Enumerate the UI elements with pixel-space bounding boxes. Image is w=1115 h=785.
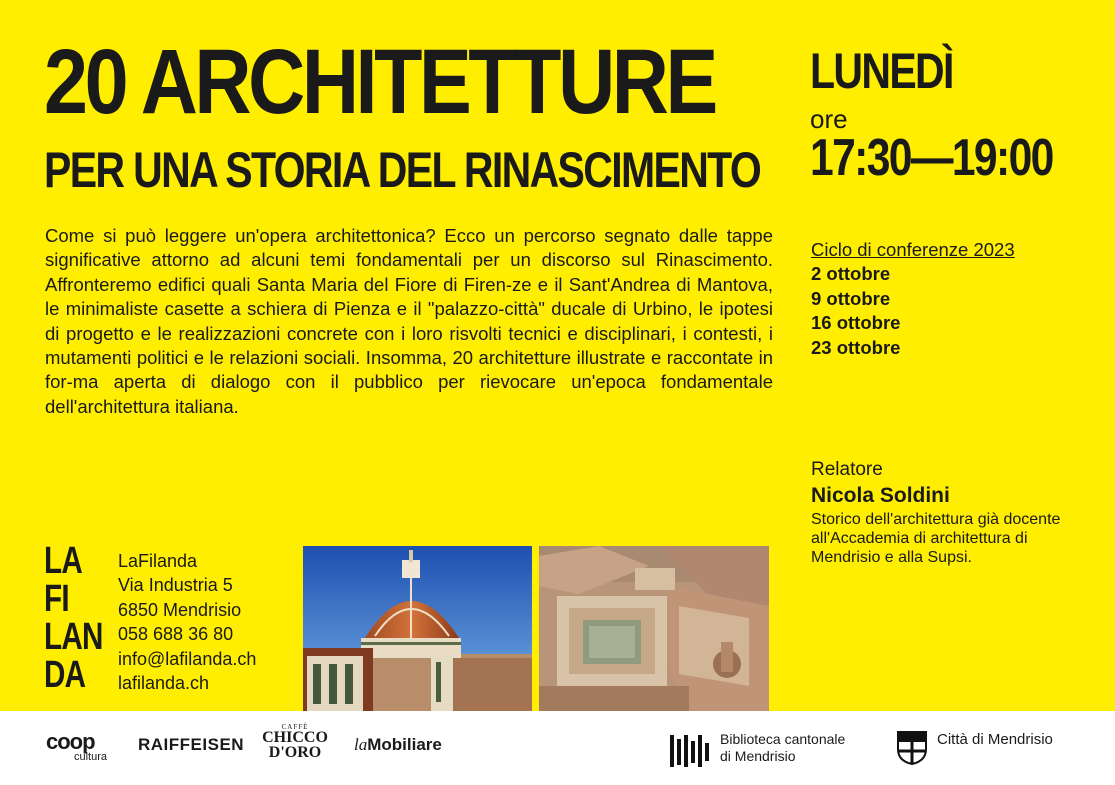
logo-line: DA (44, 654, 86, 696)
mendrisio-shield-icon (897, 731, 927, 765)
time-range: 17:30—19:00 (810, 129, 1053, 187)
conference-cycle (811, 238, 1015, 360)
logo-line: FI (44, 578, 69, 620)
biblioteca-line-1: Biblioteca cantonale (720, 731, 846, 747)
title-line-2: PER UNA STORIA DEL RINASCIMENTO (44, 142, 761, 198)
mobiliare-la: la (354, 735, 368, 754)
cycle-title: Ciclo di conferenze 2023 (811, 239, 1015, 260)
raiffeisen-logo: RAIFFEISEN (138, 735, 245, 754)
florence-dome-photo (303, 546, 532, 711)
logo-line: LA (44, 540, 82, 582)
cycle-date: 23 ottobre (811, 336, 901, 358)
coop-wordmark: coop (46, 729, 95, 754)
citta-wordmark: Città di Mendrisio (937, 731, 1053, 748)
biblioteca-line-2: di Mendrisio (720, 748, 796, 764)
mobiliare-logo (354, 735, 442, 755)
cycle-date: 9 ottobre (811, 287, 891, 309)
venue-phone[interactable]: 058 688 36 80 (118, 624, 234, 645)
chicco-line-1: CHICCO (262, 729, 328, 746)
cycle-date: 16 ottobre (811, 312, 901, 334)
logo-line: LAN (44, 616, 103, 658)
venue-name: LaFilanda (118, 551, 198, 571)
venue-email[interactable]: info@lafilanda.ch (118, 648, 257, 669)
speaker-name: Nicola Soldini (811, 484, 950, 507)
venue-street: Via Industria 5 (118, 575, 233, 596)
description-paragraph: Come si può leggere un'opera architettonica? Ecco un percorso segnato dalle tappe significative attorno ad alcuni temi fondamentali per un discorso sul Rinascimento. Affronteremo edifici quali Santa Maria del Fiore di Firen-ze e il Sant'Andrea di Mantova, le minimaliste casette a schiera di Pienza e il "palazzo-città" ducale di Urbino, le ipotesi di progetto e le realizzazioni concrete con i loro risvolti tecnici e disciplinari, i contesti, i mutamenti politici e le relazioni sociali. Insomma, 20 architetture illustrate e raccontate in for-ma aperta di dialogo con il pubblico per rievocare un'epoca fondamentale dell'architettura italiana. (45, 225, 773, 417)
venue-address (118, 549, 256, 695)
title-line-1: 20 ARCHITETTURE (44, 31, 715, 133)
chicco-doro-logo (260, 723, 330, 761)
speaker-label: Relatore (811, 459, 883, 480)
lafilanda-logo (44, 542, 103, 694)
speaker-description: Storico dell'architettura già docente all'Accademia di architettura di Mendrisio e alla Supsi. (811, 511, 1061, 566)
venue-city: 6850 Mendrisio (118, 599, 242, 620)
speaker-block (811, 458, 1071, 567)
sponsor-bar (0, 711, 1115, 785)
chicco-line-2: D'ORO (268, 744, 322, 761)
coop-logo (46, 731, 107, 763)
cycle-date: 2 ottobre (811, 263, 891, 285)
biblioteca-icon (670, 735, 714, 767)
urbino-palace-photo (539, 546, 769, 711)
ore-label: ore (810, 104, 848, 134)
chicco-top-text: CAFFÈ (281, 723, 309, 731)
mobiliare-wordmark: Mobiliare (367, 735, 442, 754)
venue-website[interactable]: lafilanda.ch (118, 673, 210, 694)
day-label: LUNEDÌ (810, 43, 953, 99)
coop-subtitle: cultura (74, 751, 108, 763)
